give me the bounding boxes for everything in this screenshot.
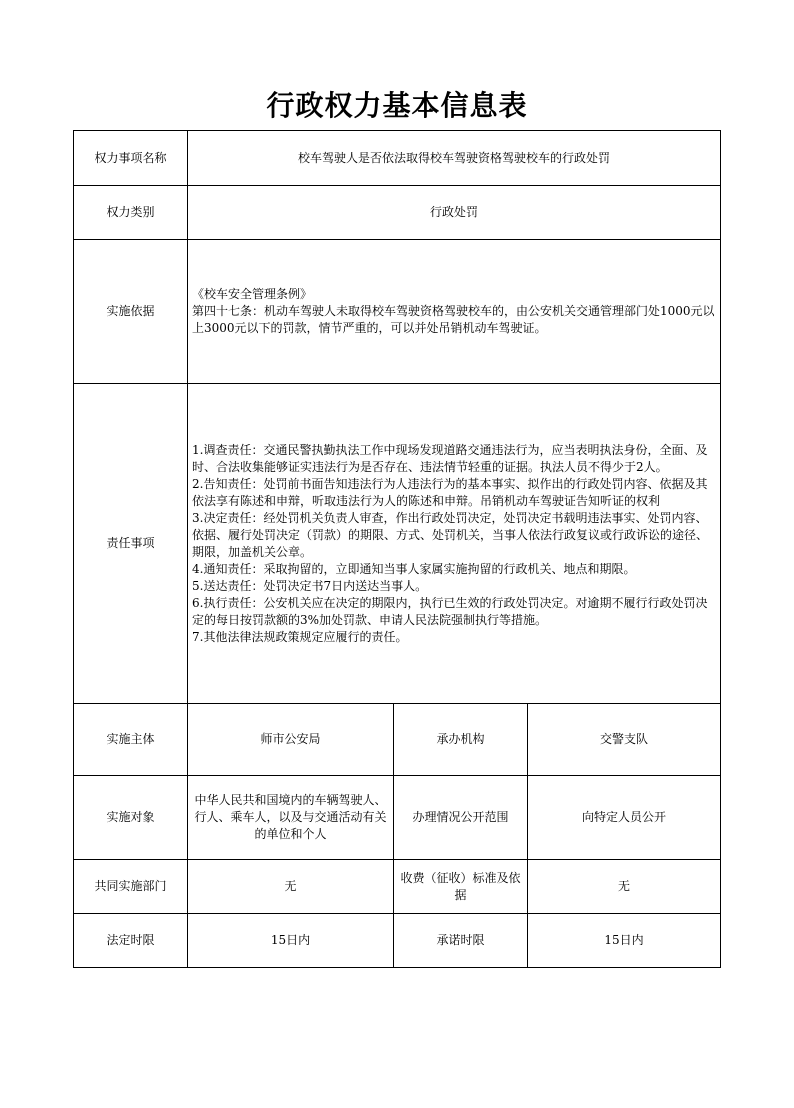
row-power-name [74,131,721,186]
value-subject: 师市公安局 [188,704,394,776]
value-handling-org: 交警支队 [528,704,721,776]
value-promised-time: 15日内 [528,914,721,968]
row-time-limit [74,914,721,968]
row-basis [74,240,721,384]
page-title: 行政权力基本信息表 [266,89,528,122]
duty-line: 3.决定责任：经处罚机关负责人审查，作出行政处罚决定，处罚决定书载明违法事实、处罚内容、依据、履行处罚决定（罚款）的期限、方式、处罚机关，当事人依法行政复议或行政诉讼的途径、期限，加盖机关公章。 [192,510,709,559]
label-power-category: 权力类别 [74,186,188,240]
label-legal-time: 法定时限 [74,914,188,968]
value-disclosure: 向特定人员公开 [528,776,721,860]
row-subject [74,704,721,776]
basis-line: 《校车安全管理条例》 [192,287,313,301]
label-duties: 责任事项 [74,384,188,704]
value-joint-dept: 无 [188,860,394,914]
label-disclosure: 办理情况公开范围 [394,776,528,860]
duty-line: 2.告知责任：处罚前书面告知违法行为人违法行为的基本事实、拟作出的行政处罚内容、依据及其依法享有陈述和申辩，听取违法行为人的陈述和申辩。吊销机动车驾驶证告知听证的权利 [192,476,708,508]
duty-line: 5.送达责任：处罚决定书7日内送达当事人。 [192,578,428,593]
row-power-category [74,186,721,240]
basis-line: 第四十七条：机动车驾驶人未取得校车驾驶资格驾驶校车的，由公安机关交通管理部门处1000元以上3000元以下的罚款，情节严重的，可以并处吊销机动车驾驶证。 [192,304,715,335]
info-table [73,130,721,968]
row-target [74,776,721,860]
label-fee: 收费（征收）标准及依据 [394,860,528,914]
row-joint [74,860,721,914]
duty-line: 1.调查责任：交通民警执勤执法工作中现场发现道路交通违法行为，应当表明执法身份，全面、及时、合法收集能够证实违法行为是否存在、违法情节轻重的证据。执法人员不得少于2人。 [192,442,708,474]
value-basis [188,240,721,384]
label-promised-time: 承诺时限 [394,914,528,968]
value-power-category: 行政处罚 [188,186,721,240]
duty-line: 4.通知责任：采取拘留的，立即通知当事人家属实施拘留的行政机关、地点和期限。 [192,561,636,576]
value-fee: 无 [528,860,721,914]
label-handling-org: 承办机构 [394,704,528,776]
label-target: 实施对象 [74,776,188,860]
value-duties [188,384,721,704]
label-subject: 实施主体 [74,704,188,776]
value-power-name: 校车驾驶人是否依法取得校车驾驶资格驾驶校车的行政处罚 [188,131,721,186]
value-target: 中华人民共和国境内的车辆驾驶人、行人、乘车人，以及与交通活动有关的单位和个人 [188,776,394,860]
duty-line: 7.其他法律法规政策规定应履行的责任。 [192,629,408,644]
label-basis: 实施依据 [74,240,188,384]
duty-line: 6.执行责任：公安机关应在决定的期限内，执行已生效的行政处罚决定。对逾期不履行行政处罚决定的每日按罚款额的3%加处罚款、申请人民法院强制执行等措施。 [192,595,708,627]
value-legal-time: 15日内 [188,914,394,968]
row-duties [74,384,721,704]
label-joint-dept: 共同实施部门 [74,860,188,914]
label-power-name: 权力事项名称 [74,131,188,186]
